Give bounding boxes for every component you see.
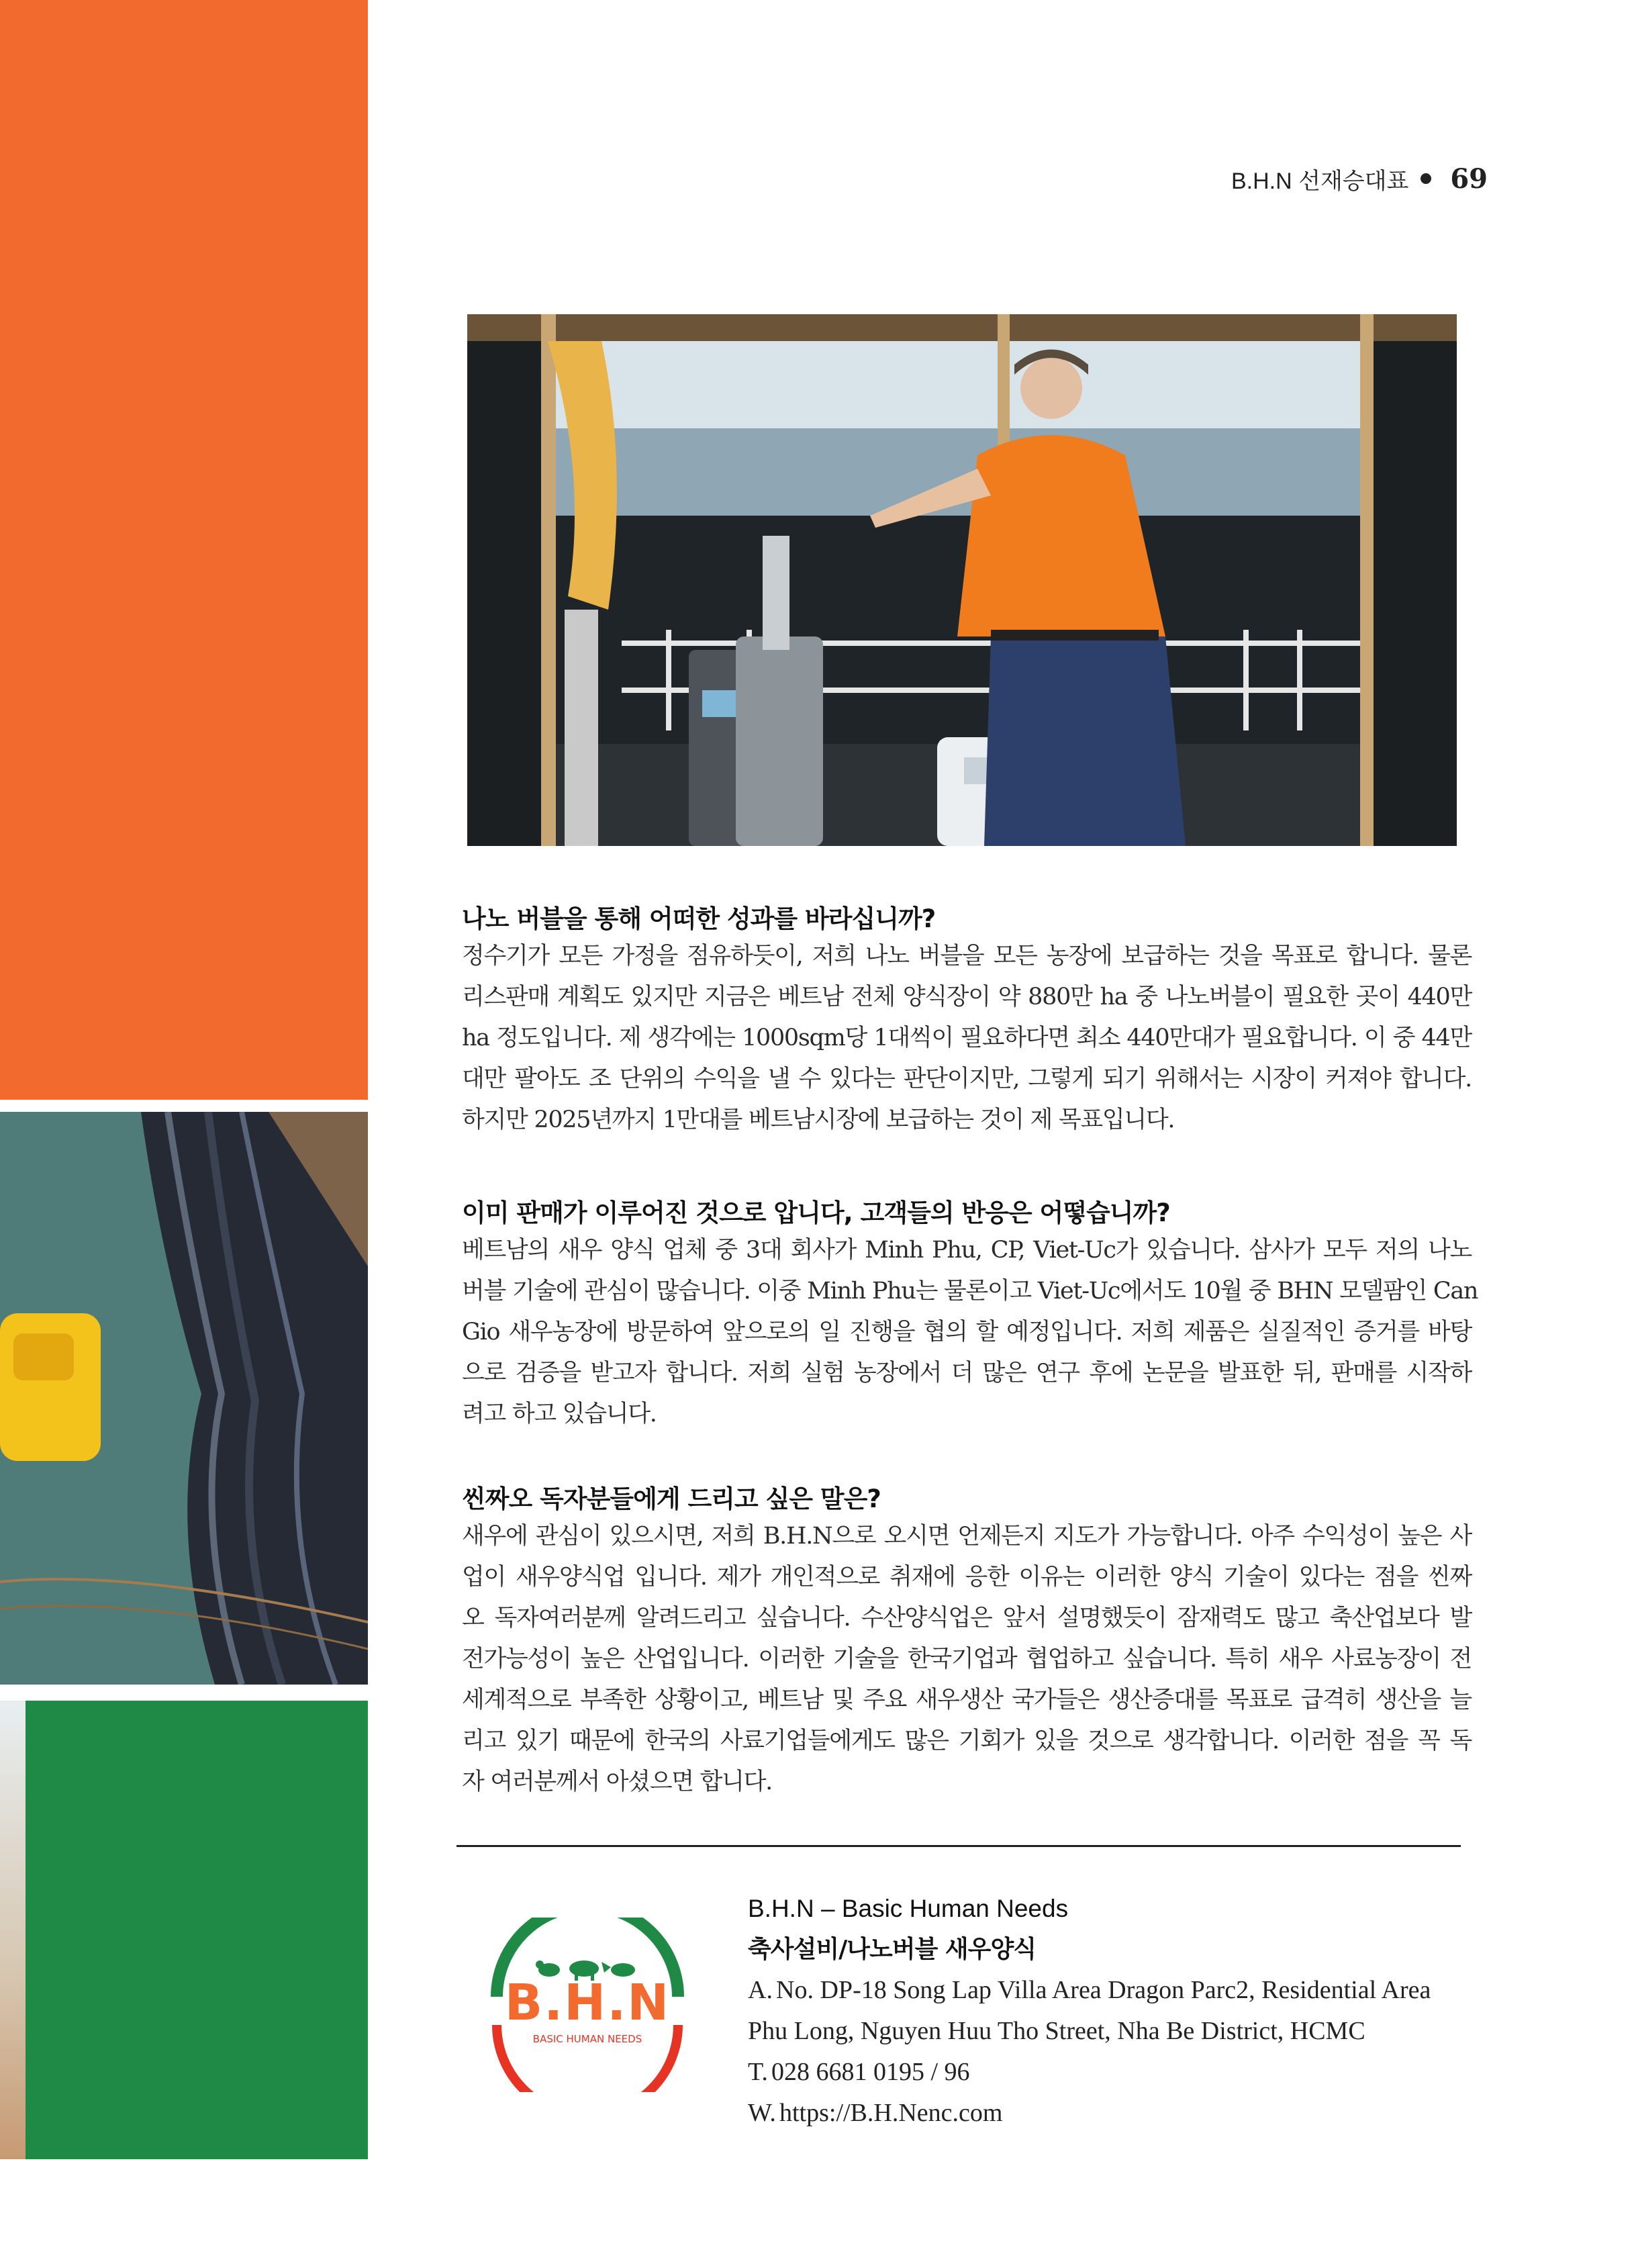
answer-line: 자 여러분께서 아셨으면 합니다. [462,1768,772,1795]
phone-label: T. [748,2058,768,2086]
company-name: B.H.N – Basic Human Needs [748,1895,1069,1922]
answer-line: 버블 기술에 관심이 많습니다. 이중 Minh Phu는 물론이고 Viet-Uc에서도 10월 중 BHN 모델팜인 Can [462,1278,1478,1305]
website-label: W. [748,2099,776,2127]
answer-line: 대만 팔아도 조 단위의 수익을 낼 수 있다는 판단이지만, 그렇게 되기 위해서는 시장이 커져야 합니다. [462,1066,1472,1092]
answer-line: 새우에 관심이 있으시면, 저희 B.H.N으로 오시면 언제든지 지도가 가능합니다. 아주 수익성이 높은 사 [462,1523,1472,1550]
answer-line: 전가능성이 높은 산업입니다. 이러한 기술을 한국기업과 협업하고 싶습니다. 특히 새우 사료농장이 전 [462,1646,1472,1672]
address-label: A. [748,1976,773,2004]
orange-color-band [0,0,368,1100]
question-heading-2: 이미 판매가 이루어진 것으로 압니다, 고객들의 반응은 어떻습니까? [462,1198,1170,1227]
edge-photo-sliver [0,1701,26,2159]
shrimp-pond-photo [0,1112,368,1685]
company-info [748,1888,1473,2134]
running-header [1231,158,1488,199]
answer-line: 오 독자여러분께 알려드리고 싶습니다. 수산양식업은 앞서 설명했듯이 잠재력도 많고 축산업보다 발 [462,1605,1472,1632]
phone-line [748,2052,1473,2093]
answer-paragraph-1 [462,936,1472,1141]
website-line [748,2093,1473,2134]
section-title: B.H.N 선재승대표 [1231,168,1409,194]
answer-line: 베트남의 새우 양식 업체 중 3대 회사가 Minh Phu, CP, Viet-Uc가 있습니다. 삼사가 모두 저의 나노 [462,1237,1472,1264]
answer-line: ha 정도입니다. 제 생각에는 1000sqm당 1대씩이 필요하다면 최소 440만대가 필요합니다. 이 중 44만 [462,1025,1472,1051]
address-line-2: Phu Long, Nguyen Huu Tho Street, Nha Be District, HCMC [748,2017,1365,2045]
bhn-logo [470,1918,705,2092]
phone-number: 028 6681 0195 / 96 [771,2058,970,2086]
answer-line: Gio 새우농장에 방문하여 앞으로의 일 진행을 협의 할 예정입니다. 저희 제품은 실질적인 증거를 바탕 [462,1319,1472,1345]
svg-text:B.H.N: B.H.N [504,1974,671,2032]
answer-line: 하지만 2025년까지 1만대를 베트남시장에 보급하는 것이 제 목표입니다. [462,1106,1175,1133]
address-text: No. DP-18 Song Lap Villa Area Dragon Parc2, Residential Area [776,1976,1431,2004]
answer-line: 려고 하고 있습니다. [462,1401,657,1427]
answer-line: 리고 있기 때문에 한국의 사료기업들에게도 많은 기회가 있을 것으로 생각합니다. 이러한 점을 꼭 독 [462,1728,1472,1754]
question-heading-1: 나노 버블을 통해 어떠한 성과를 바라십니까? [462,904,936,933]
answer-paragraph-3 [462,1516,1472,1803]
question-heading-3: 씬짜오 독자분들에게 드리고 싶은 말은? [462,1484,881,1513]
interview-photo [467,314,1457,846]
answer-line: 정수기가 모든 가정을 점유하듯이, 저희 나노 버블을 모든 농장에 보급하는 것을 목표로 합니다. 물론 [462,943,1472,970]
svg-text:BASIC HUMAN NEEDS: BASIC HUMAN NEEDS [532,2033,642,2045]
company-business: 축사설비/나노버블 새우양식 [748,1936,1036,1963]
answer-line: 으로 검증을 받고자 합니다. 저희 실험 농장에서 더 많은 연구 후에 논문을 발표한 뒤, 판매를 시작하 [462,1360,1472,1386]
website-link[interactable]: https://B.H.Nenc.com [779,2099,1003,2127]
answer-paragraph-2 [462,1230,1478,1435]
answer-line: 업이 새우양식업 입니다. 제가 개인적으로 취재에 응한 이유는 이러한 양식 기술이 있다는 점을 씬짜 [462,1564,1472,1591]
page-number: 69 [1450,162,1488,195]
answer-line: 세계적으로 부족한 상황이고, 베트남 및 주요 새우생산 국가들은 생산증대를 목표로 급격히 생산을 늘 [462,1687,1472,1713]
answer-line: 리스판매 계획도 있지만 지금은 베트남 전체 양식장이 약 880만 ha 중 나노버블이 필요한 곳이 440만 [462,984,1472,1010]
section-divider [456,1845,1461,1847]
address-line-1 [748,1970,1473,2011]
bullet-dot-icon [1421,173,1431,184]
green-color-band [26,1701,368,2159]
